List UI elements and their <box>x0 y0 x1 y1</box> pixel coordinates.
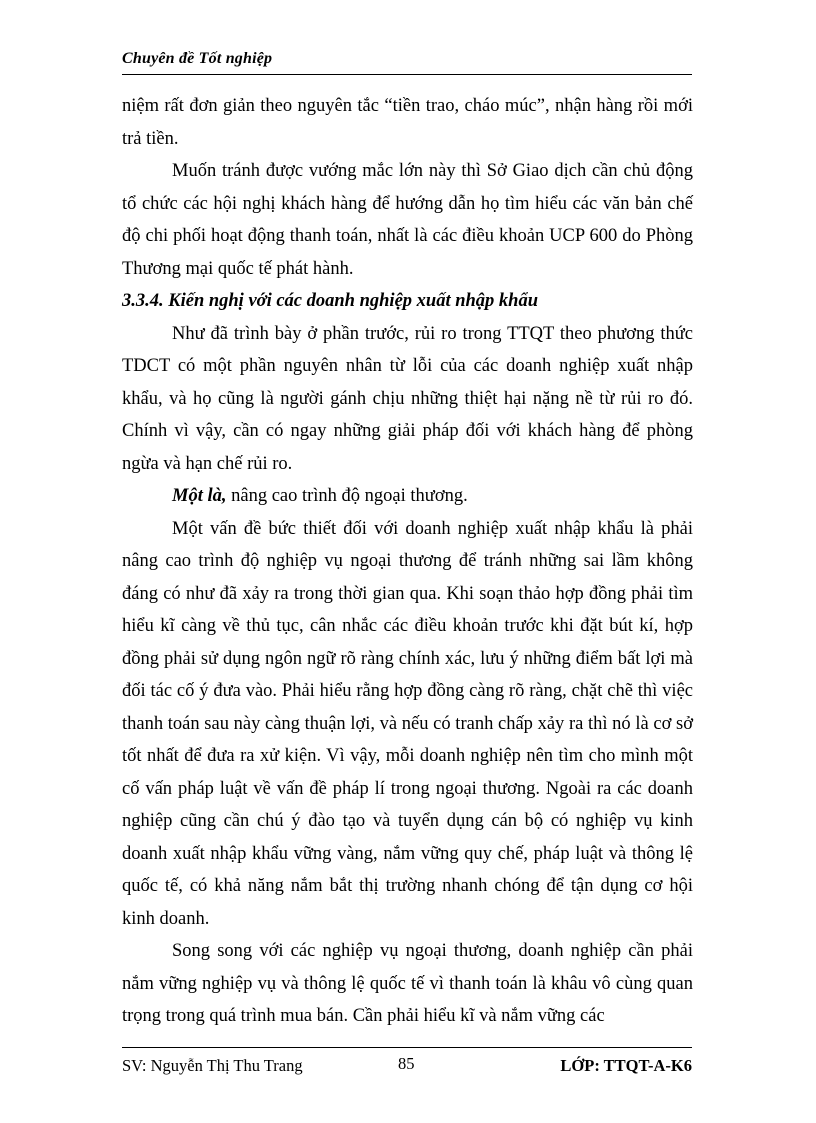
footer-class: LỚP: TTQT-A-K6 <box>560 1056 692 1075</box>
paragraph-recommendation: Muốn tránh được vướng mắc lớn này thì Sở Giao dịch cần chủ động tổ chức các hội nghị khách hàng để hướng dẫn họ tìm hiểu các văn bản chế độ chi phối hoạt động thanh toán, nhất là các điều khoản UCP 600 do Phòng Thương mại quốc tế phát hành. <box>122 161 693 279</box>
section-heading: 3.3.4. Kiến nghị với các doanh nghiệp xuất nhập khẩu <box>122 291 538 311</box>
page-number: 85 <box>398 1054 415 1073</box>
page-header <box>122 48 692 75</box>
header-title: Chuyên đề Tốt nghiệp <box>122 50 273 67</box>
point-one-lead: Một là, <box>172 486 227 506</box>
paragraph-intro: Như đã trình bày ở phần trước, rủi ro trong TTQT theo phương thức TDCT có một phần nguyên nhân từ lỗi của các doanh nghiệp xuất nhập khẩu, và họ cũng là người gánh chịu những thiệt hại nặng nề từ rủi ro đó. Chính vì vậy, cần có ngay những giải pháp đối với khách hàng để phòng ngừa và hạn chế rủi ro. <box>122 323 693 474</box>
paragraph-continuation: niệm rất đơn giản theo nguyên tắc “tiền trao, cháo múc”, nhận hàng rồi mới trả tiền. <box>122 96 693 149</box>
paragraph-payment: Song song với các nghiệp vụ ngoại thương, doanh nghiệp cần phải nắm vững nghiệp vụ và thông lệ quốc tế vì thanh toán là khâu vô cùng quan trọng trong quá trình mua bán. Cần phải hiểu kĩ và nắm vững các <box>122 941 693 1026</box>
point-one-text: nâng cao trình độ ngoại thương. <box>226 486 468 506</box>
paragraph-point-one <box>122 480 693 513</box>
page-footer <box>122 1047 692 1080</box>
document-body <box>122 90 693 1033</box>
paragraph-trade-skills: Một vấn đề bức thiết đối với doanh nghiệp xuất nhập khẩu là phải nâng cao trình độ nghiệp vụ ngoại thương để tránh những sai lầm không đáng có như đã xảy ra trong thời gian qua. Khi soạn thảo hợp đồng phải tìm hiểu kĩ càng về thủ tục, cân nhắc các điều khoản trước khi đặt bút kí, hợp đồng phải sử dụng ngôn ngữ rõ ràng chính xác, lưu ý những điểm bất lợi mà đối tác cố ý đưa vào. Phải hiểu rằng hợp đồng càng rõ ràng, chặt chẽ thì việc thanh toán sau này càng thuận lợi, và nếu có tranh chấp xảy ra thì nó là cơ sở tốt nhất để đưa ra xử kiện. Vì vậy, mỗi doanh nghiệp nên tìm cho mình một cố vấn pháp luật về vấn đề pháp lí trong ngoại thương. Ngoài ra các doanh nghiệp cũng cần chú ý đào tạo và tuyển dụng cán bộ có nghiệp vụ kinh doanh xuất nhập khẩu vững vàng, nắm vững quy chế, pháp luật và thông lệ quốc tế, có khả năng nắm bắt thị trường nhanh chóng để tận dụng cơ hội kinh doanh. <box>122 518 693 929</box>
footer-student-name: SV: Nguyễn Thị Thu Trang <box>122 1056 303 1075</box>
